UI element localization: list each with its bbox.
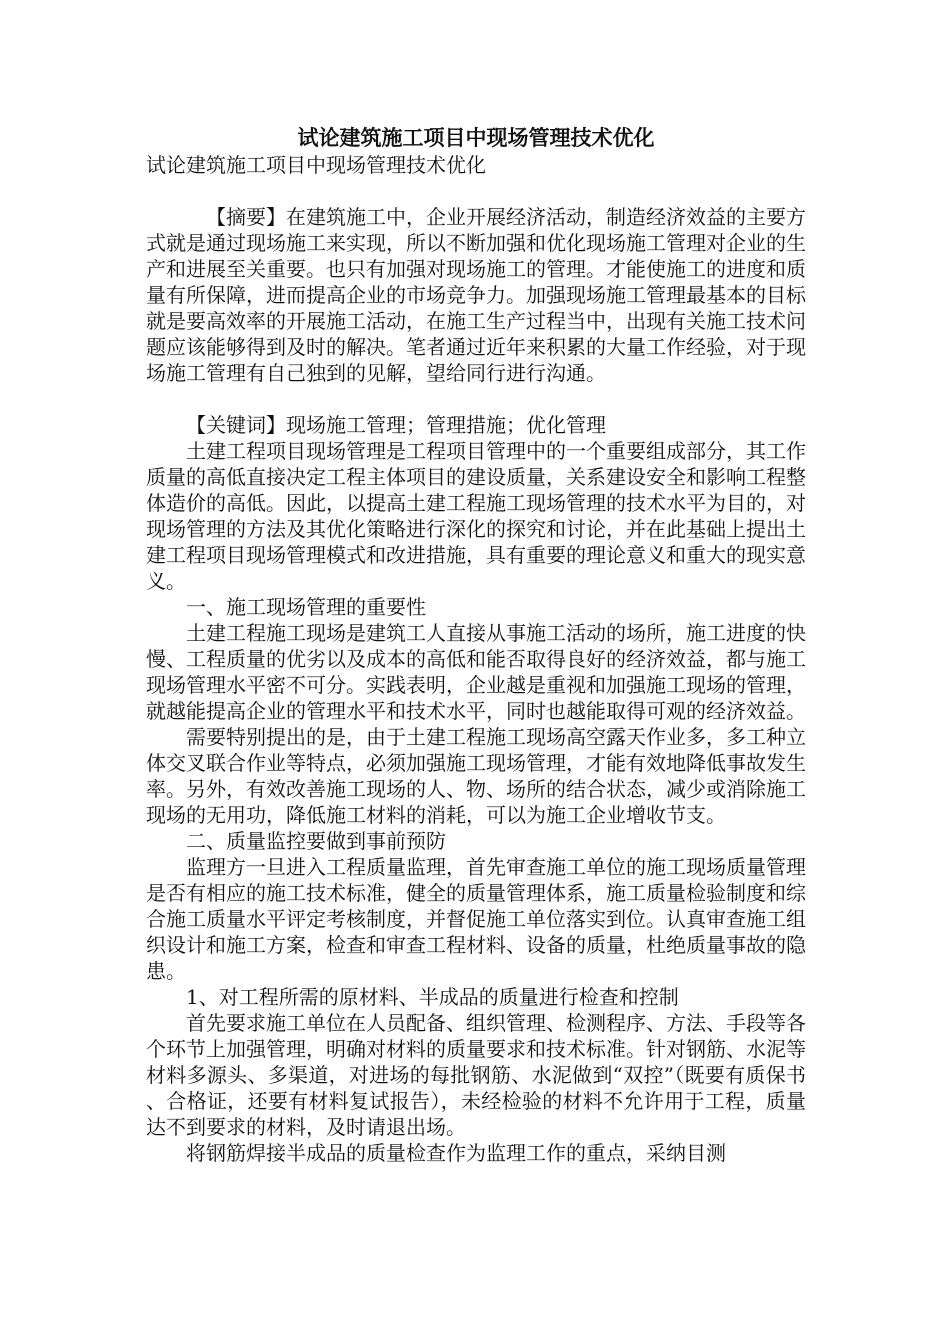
document-title: 试论建筑施工项目中现场管理技术优化 — [297, 125, 655, 150]
section-heading: 一、施工现场管理的重要性 — [186, 595, 426, 619]
section-heading: 二、质量监控要做到事前预防 — [186, 829, 446, 853]
blank-line — [146, 178, 806, 204]
document-page — [146, 124, 806, 1166]
abstract-paragraph: 【摘要】在建筑施工中，企业开展经济活动，制造经济效益的主要方式就是通过现场施工来实现，所以不断加强和优化现场施工管理对企业的生产和进展至关重要。也只有加强对现场施工的管理。才能使施工的进度和质量有所保障，进而提高企业的市场竞争力。加强现场施工管理最基本的目标就是要高效率的开展施工活动，在施工生产过程当中，出现有关施工技术问题应该能够得到及时的解决。笔者通过近年来积累的大量工作经验，对于现场施工管理有自己独到的见解，望给同行进行沟通。 — [146, 205, 806, 385]
body-paragraph: 需要特别提出的是，由于土建工程施工现场高空露天作业多，多工种立体交叉联合作业等特点，必须加强施工现场管理，才能有效地降低事故发生率。另外，有效改善施工现场的人、物、场所的结合状态，减少或消除施工现场的无用功，降低施工材料的消耗，可以为施工企业增收节支。 — [146, 725, 806, 827]
blank-line — [146, 386, 806, 412]
body-paragraph: 土建工程项目现场管理是工程项目管理中的一个重要组成部分，其工作质量的高低直接决定工程主体项目的建设质量，关系建设安全和影响工程整体造价的高低。因此，以提高土建工程施工现场管理的技术水平为目的，对现场管理的方法及其优化策略进行深化的探究和讨论，并在此基础上提出土建工程项目现场管理模式和改进措施，具有重要的理论意义和重大的现实意义。 — [146, 439, 806, 593]
body-paragraph: 首先要求施工单位在人员配备、组织管理、检测程序、方法、手段等各个环节上加强管理，明确对材料的质量要求和技术标准。针对钢筋、水泥等材料多源头、多渠道，对进场的每批钢筋、水泥做到“双控”（既要有质保书、合格证，还要有材料复试报告），未经检验的材料不允许用于工程，质量达不到要求的材料，及时请退出场。 — [146, 1011, 806, 1139]
body-paragraph: 土建工程施工现场是建筑工人直接从事施工活动的场所，施工进度的快慢、工程质量的优劣以及成本的高低和能否取得良好的经济效益，都与施工现场管理水平密不可分。实践表明，企业越是重视和加强施工现场的管理，就越能提高企业的管理水平和技术水平，同时也越能取得可观的经济效益。 — [146, 621, 806, 723]
body-paragraph: 监理方一旦进入工程质量监理，首先审查施工单位的施工现场质量管理是否有相应的施工技术标准，健全的质量管理体系，施工质量检验制度和综合施工质量水平评定考核制度，并督促施工单位落实到位。认真审查施工组织设计和施工方案，检查和审查工程材料、设备的质量，杜绝质量事故的隐患。 — [146, 855, 806, 983]
body-paragraph: 将钢筋焊接半成品的质量检查作为监理工作的重点，采纳目测 — [186, 1141, 726, 1165]
document-subtitle: 试论建筑施工项目中现场管理技术优化 — [146, 153, 486, 177]
keywords-paragraph: 【关键词】现场施工管理；管理措施；优化管理 — [186, 413, 606, 437]
subsection-heading: 1、对工程所需的原材料、半成品的质量进行检查和控制 — [186, 985, 679, 1009]
